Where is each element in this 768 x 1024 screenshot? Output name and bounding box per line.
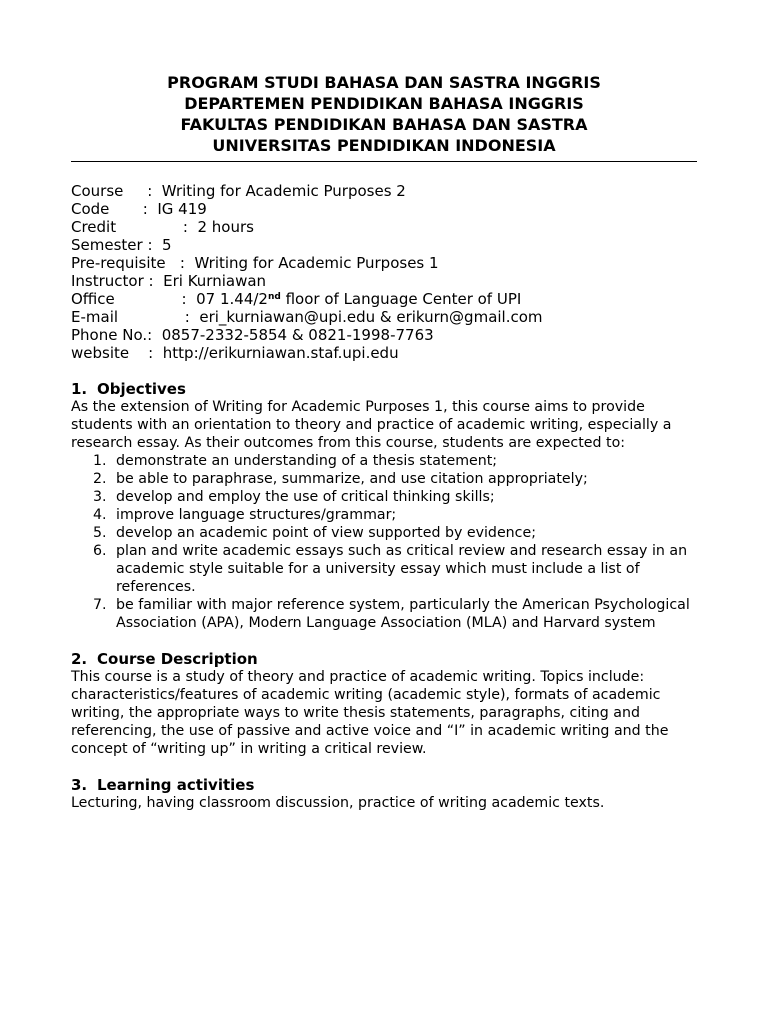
list-item-text: be familiar with major reference system, particularly the American Psychological Association (APA), Modern Language Association (MLA) and Harvard system: [116, 597, 690, 631]
list-marker: 7.: [93, 597, 107, 613]
list-item: [71, 488, 697, 506]
info-office-main: Office : 07 1.44/2: [71, 290, 268, 308]
list-marker: 5.: [93, 525, 107, 541]
list-item: [71, 506, 697, 524]
list-marker: 6.: [93, 543, 107, 559]
list-item-text: be able to paraphrase, summarize, and use citation appropriately;: [116, 471, 588, 487]
section-number: 3.: [71, 776, 88, 794]
section-title-course-description: [71, 650, 697, 668]
section-heading: Learning activities: [97, 776, 255, 794]
list-item-text: improve language structures/grammar;: [116, 507, 397, 523]
list-item-text: demonstrate an understanding of a thesis statement;: [116, 453, 498, 469]
list-item: [71, 470, 697, 488]
objectives-list: [71, 452, 697, 632]
learning-activities-text: Lecturing, having classroom discussion, practice of writing academic texts.: [71, 795, 605, 811]
section-heading: Objectives: [97, 380, 186, 398]
info-semester: Semester : 5: [71, 236, 172, 254]
section-heading: Course Description: [97, 650, 258, 668]
section-title-learning-activities: [71, 776, 697, 794]
section-learning-activities: [71, 776, 697, 812]
info-office-rest: floor of Language Center of UPI: [280, 290, 522, 308]
section-number: 2.: [71, 650, 88, 668]
section-title-objectives: [71, 380, 697, 398]
list-item: [71, 596, 697, 632]
list-marker: 2.: [93, 471, 107, 487]
list-item: [71, 524, 697, 542]
course-description-text: This course is a study of theory and practice of academic writing. Topics include: characteristics/features of academic writing (academic style), formats of academic writing, the appropriate ways to write thesis statements, paragraphs, citing and referencing, the use of passive and active voice and “I” in academic writing and the concept of “writing up” in writing a critical review.: [71, 669, 669, 757]
info-credit: Credit : 2 hours: [71, 218, 254, 236]
info-website: website : http://erikurniawan.staf.upi.edu: [71, 344, 399, 362]
list-item-text: develop and employ the use of critical thinking skills;: [116, 489, 495, 505]
course-info: [71, 182, 697, 362]
document-header: [71, 72, 697, 156]
list-item: [71, 542, 697, 596]
info-prerequisite: Pre-requisite : Writing for Academic Purposes 1: [71, 254, 439, 272]
section-number: 1.: [71, 380, 88, 398]
info-email: E-mail : eri_kurniawan@upi.edu & erikurn@gmail.com: [71, 308, 543, 326]
list-item-text: plan and write academic essays such as critical review and research essay in an academic style suitable for a university essay which must include a list of references.: [116, 543, 688, 595]
header-line-university: UNIVERSITAS PENDIDIKAN INDONESIA: [212, 136, 556, 155]
header-line-program: PROGRAM STUDI BAHASA DAN SASTRA INGGRIS: [167, 73, 601, 92]
info-course: Course : Writing for Academic Purposes 2: [71, 182, 406, 200]
info-code: Code : IG 419: [71, 200, 207, 218]
objectives-intro: As the extension of Writing for Academic Purposes 1, this course aims to provide students with an orientation to theory and practice of academic writing, especially a research essay. As their outcomes from this course, students are expected to:: [71, 399, 672, 451]
document-page: [71, 72, 697, 812]
list-marker: 1.: [93, 453, 107, 469]
header-line-faculty: FAKULTAS PENDIDIKAN BAHASA DAN SASTRA: [180, 115, 588, 134]
info-instructor: Instructor : Eri Kurniawan: [71, 272, 267, 290]
info-office-ordinal: nd: [267, 292, 281, 302]
list-item-text: develop an academic point of view supported by evidence;: [116, 525, 536, 541]
header-divider: [71, 161, 697, 162]
list-marker: 3.: [93, 489, 107, 505]
info-office: [71, 290, 697, 308]
list-item: [71, 452, 697, 470]
header-line-department: DEPARTEMEN PENDIDIKAN BAHASA INGGRIS: [184, 94, 584, 113]
section-course-description: [71, 650, 697, 758]
list-marker: 4.: [93, 507, 107, 523]
info-phone: Phone No.: 0857-2332-5854 & 0821-1998-7763: [71, 326, 434, 344]
section-objectives: [71, 380, 697, 632]
